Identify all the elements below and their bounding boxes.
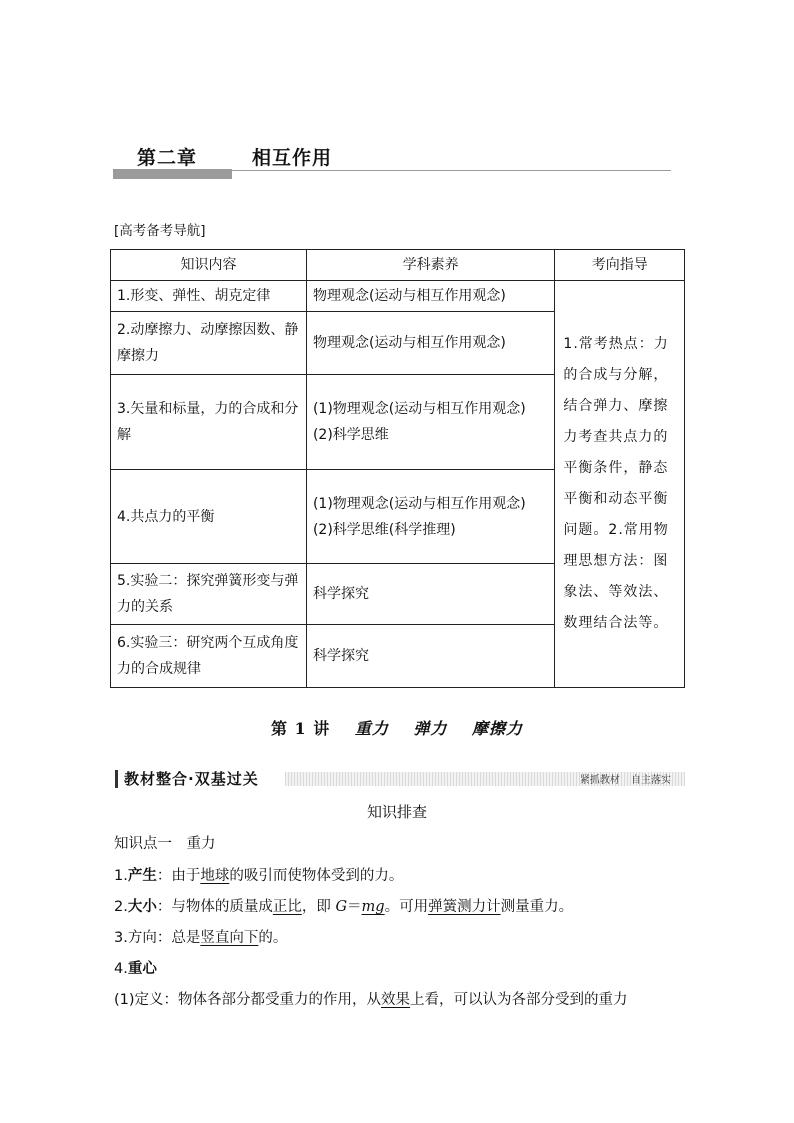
text-line: (1)定义：物体各部分都受重力的作用，从效果上看，可以认为各部分受到的重力 <box>114 992 628 1008</box>
literacy-cell <box>306 625 554 688</box>
knowledge-cell: 4.共点力的平衡 <box>111 470 307 564</box>
lecture-topic: 重力 <box>354 719 389 738</box>
literacy-line: 科学探究 <box>312 586 369 602</box>
header-literacy: 学科素养 <box>306 250 554 281</box>
section-title: 教材整合·双基过关 <box>124 770 259 788</box>
literacy-line: (1)物理观念(运动与相互作用观念) <box>312 401 526 417</box>
nav-label: [高考备考导航] <box>114 223 206 239</box>
chapter-title: 相互作用 <box>252 147 333 169</box>
subhead: 知识排查 <box>366 803 427 821</box>
literacy-line: (2)科学思维(科学推理) <box>312 521 456 538</box>
text-line: 3.方向：总是竖直向下的。 <box>114 930 288 946</box>
literacy-line: (2)科学思维 <box>312 427 389 443</box>
lecture-topic: 弹力 <box>413 719 448 738</box>
header-knowledge: 知识内容 <box>111 250 307 281</box>
knowledge-cell: 1.形变、弹性、胡克定律 <box>111 281 307 312</box>
knowledge-cell: 5.实验二：探究弹簧形变与弹力的关系 <box>111 564 307 625</box>
lecture-number: 第 1 讲 <box>270 719 331 738</box>
literacy-line: (1)物理观念(运动与相互作用观念) <box>312 495 526 512</box>
section-hint-1: 紧抓教材 <box>579 775 620 786</box>
chapter-bar <box>113 169 232 179</box>
literacy-cell <box>306 312 554 375</box>
lecture-title <box>0 716 794 739</box>
section-hint-2: 自主落实 <box>631 775 671 786</box>
chapter-rule <box>232 170 671 171</box>
knowledge-cell: 3.矢量和标量，力的合成和分解 <box>111 375 307 470</box>
table-row <box>111 281 685 312</box>
text-line: 1.产生：由于地球的吸引而使物体受到的力。 <box>114 868 404 884</box>
literacy-cell <box>306 281 554 312</box>
header-guidance: 考向指导 <box>555 250 685 281</box>
section-hint <box>572 771 671 786</box>
chapter-heading <box>113 140 671 182</box>
text-line: 2.大小：与物体的质量成正比，即 G＝mg。可用弹簧测力计测量重力。 <box>114 899 574 915</box>
guidance-cell: 1.常考热点：力的合成与分解，结合弹力、摩擦力考查共点力的平衡条件，静态平衡和动态平衡问题。2.常用物理思想方法：图象法、等效法、数理结合法等。 <box>555 281 685 688</box>
table-header-row <box>111 250 685 281</box>
section-banner <box>115 768 685 790</box>
literacy-line: 科学探究 <box>312 648 369 664</box>
text-line: 4.重心 <box>114 961 157 977</box>
guide-table <box>110 249 685 688</box>
point-title: 知识点一 重力 <box>114 836 216 852</box>
literacy-line: 物理观念(运动与相互作用观念) <box>312 288 506 304</box>
literacy-cell <box>306 375 554 470</box>
knowledge-cell: 2.动摩擦力、动摩擦因数、静摩擦力 <box>111 312 307 375</box>
literacy-line: 物理观念(运动与相互作用观念) <box>312 335 506 351</box>
section-marker <box>115 770 118 788</box>
chapter-number: 第二章 <box>137 147 198 169</box>
literacy-cell <box>306 470 554 564</box>
knowledge-cell: 6.实验三：研究两个互成角度力的合成规律 <box>111 625 307 688</box>
lecture-topic: 摩擦力 <box>472 719 524 738</box>
literacy-cell <box>306 564 554 625</box>
